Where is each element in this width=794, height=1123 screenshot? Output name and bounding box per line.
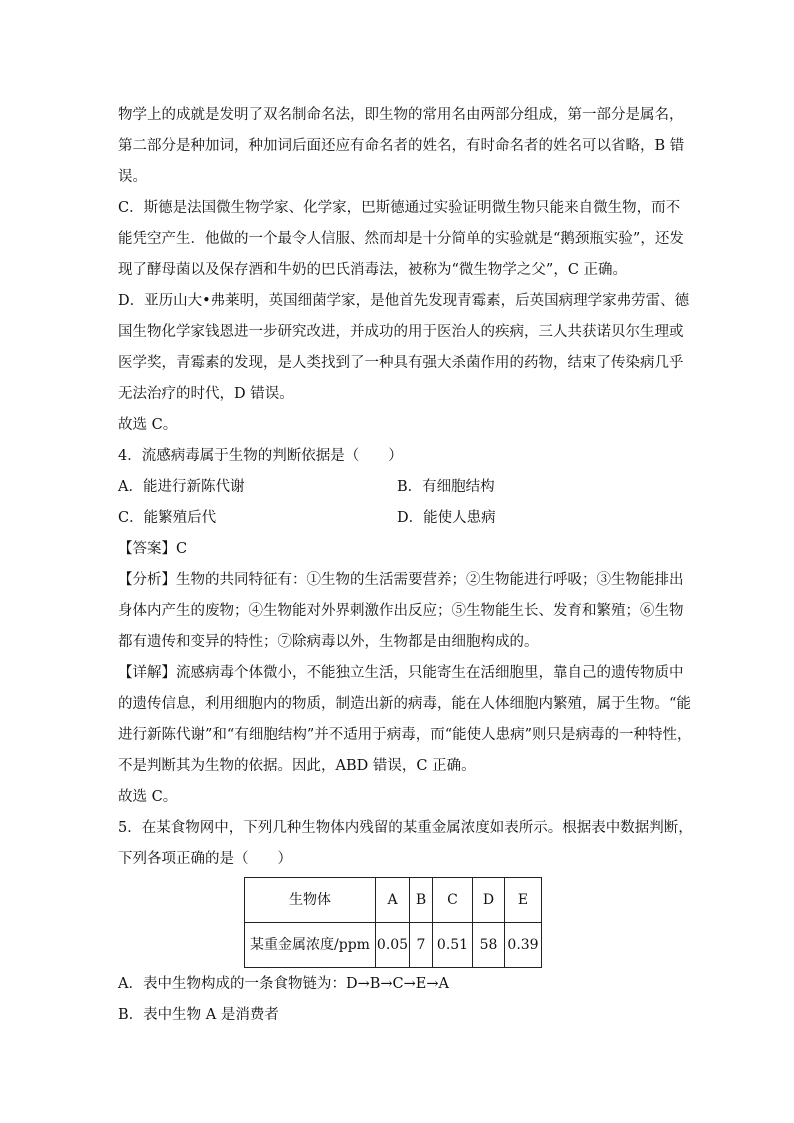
option-b: B．表中生物 A 是消费者 [118, 1007, 279, 1023]
table-cell: 7 [410, 923, 433, 968]
table-cell: 0.39 [505, 923, 542, 968]
question-5-stem: 下列各项正确的是（ ） [118, 851, 292, 867]
text-line: 第二部分是种加词，种加词后面还应有命名者的姓名，有时命名者的姓名可以省略，B 错 [118, 138, 685, 154]
option-c: C．能繁殖后代 [118, 510, 217, 526]
table-row [245, 923, 542, 968]
text-line: 医学奖，青霉素的发现，是人类找到了一种具有强大杀菌作用的药物，结束了传染病几乎 [118, 355, 684, 371]
option-b: B．有细胞结构 [397, 479, 495, 495]
text-line: 国生物化学家钱恩进一步研究改进，并成功的用于医治人的疾病，三人共获诺贝尔生理或 [118, 324, 684, 340]
text-line: 物学上的成就是发明了双名制命名法，即生物的常用名由两部分组成，第一部分是属名， [118, 107, 684, 123]
question-5-stem: 5．在某食物网中，下列几种生物体内残留的某重金属浓度如表所示。根据表中数据判断， [118, 820, 693, 836]
question-4-options-row-1 [118, 472, 678, 503]
table-cell: C [433, 878, 473, 923]
table-cell: B [410, 878, 433, 923]
document-page [118, 100, 693, 1031]
option-a: A．表中生物构成的一条食物链为：D→B→C→E→A [118, 976, 449, 992]
text-line: 故选 C。 [118, 417, 178, 433]
text-line: 无法治疗的时代，D 错误。 [118, 386, 294, 402]
detail-line: 【详解】流感病毒个体微小，不能独立生活，只能寄生在活细胞里，靠自己的遗传物质中 [118, 665, 684, 681]
table-header-row [245, 878, 542, 923]
table-cell: A [376, 878, 410, 923]
option-a: A．能进行新陈代谢 [118, 479, 245, 495]
analysis-line: 身体内产生的废物；④生物能对外界刺激作出反应；⑤生物能生长、发育和繁殖；⑥生物 [118, 603, 684, 619]
text-line: 能凭空产生．他做的一个最令人信服、然而却是十分简单的实验就是“鹅颈瓶实验”，还发 [118, 231, 684, 247]
answer: 【答案】C [118, 541, 188, 557]
table-cell: 0.05 [376, 923, 410, 968]
table-cell: E [505, 878, 542, 923]
question-4-stem: 4．流感病毒属于生物的判断依据是（ ） [118, 448, 403, 464]
detail-line: 不是判断其为生物的依据。因此，ABD 错误，C 正确。 [118, 758, 476, 774]
concentration-table [244, 877, 542, 968]
analysis-line: 【分析】生物的共同特征有：①生物的生活需要营养；②生物能进行呼吸；③生物能排出 [118, 572, 684, 588]
table-cell: 生物体 [245, 878, 376, 923]
text-line: 误。 [118, 169, 147, 185]
table-cell: D [473, 878, 505, 923]
text-line: C．斯德是法国微生物学家、化学家，巴斯德通过实验证明微生物只能来自微生物，而不 [118, 200, 681, 216]
option-d: D．能使人患病 [397, 510, 496, 526]
question-4-options-row-2 [118, 503, 678, 534]
table-cell: 0.51 [433, 923, 473, 968]
detail-line: 的遗传信息，利用细胞内的物质，制造出新的病毒，能在人体细胞内繁殖，属于生物。“能 [118, 696, 691, 712]
text-line: 现了酵母菌以及保存酒和牛奶的巴氏消毒法，被称为“微生物学之父”，C 正确。 [118, 262, 628, 278]
table-cell: 某重金属浓度/ppm [245, 923, 376, 968]
detail-line: 进行新陈代谢”和“有细胞结构”并不适用于病毒，而“能使人患病”则只是病毒的一种特性， [118, 727, 692, 743]
concentration-table-wrap [118, 877, 678, 969]
text-line: D．亚历山大•弗莱明，英国细菌学家，是他首先发现青霉素，后英国病理学家弗劳雷、德 [118, 293, 690, 309]
table-cell: 58 [473, 923, 505, 968]
analysis-line: 都有遗传和变异的特性；⑦除病毒以外，生物都是由细胞构成的。 [118, 634, 539, 650]
conclusion: 故选 C。 [118, 789, 178, 805]
